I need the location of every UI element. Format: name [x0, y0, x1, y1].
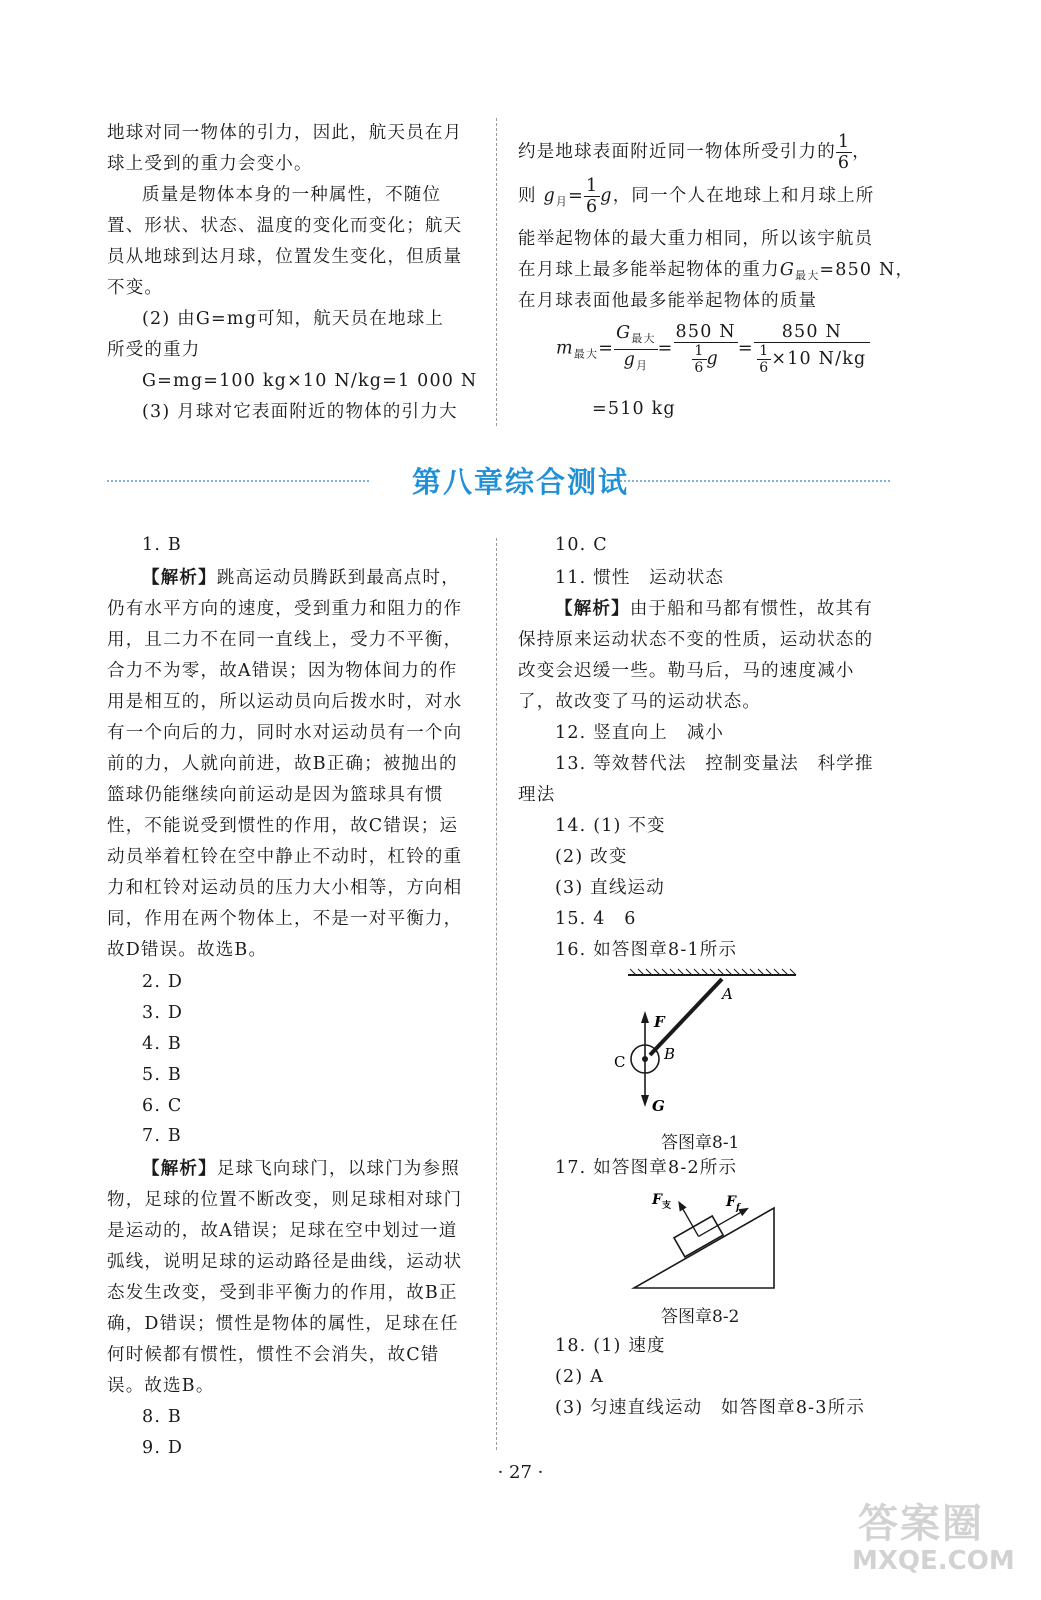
text-line: 动员举着杠铃在空中静止不动时，杠铃的重 [107, 847, 463, 867]
answer-item: 2. D [142, 972, 184, 992]
answer-item: (2) 改变 [555, 847, 628, 867]
arrow-down-icon [641, 1095, 649, 1107]
text-line: 所受的重力 [107, 340, 201, 360]
text-line: 员从地球到达月球，位置发生变化，但质量 [107, 247, 463, 267]
column-divider [496, 118, 497, 426]
text-line: 约是地球表面附近同一物体所受引力的 $\frac{1}{6}$ ， [518, 132, 871, 173]
arrow-up-icon [641, 1011, 649, 1023]
text-line: 误。故选B。 [107, 1376, 215, 1396]
text-line: 物，足球的位置不断改变，则足球相对球门 [107, 1190, 463, 1210]
watermark-logo: 答案圈 [858, 1501, 984, 1547]
figure-caption: 答图章8-1 [661, 1133, 740, 1153]
mass-formula: $m_{最大}=$ $\frac{G_{最大}}{g_月}$ = 850 N $\frac{1}{6}$ g = 850 N $\frac{1}{6}$ ×10 N/kg [556, 322, 870, 380]
text-line: 不变。 [107, 278, 164, 298]
heading-dotted-rule-right [620, 480, 890, 482]
answer-item: 1. B [142, 535, 182, 555]
label-C: C [614, 1053, 626, 1071]
answer-item: 16. 如答图章8-1所示 [555, 940, 738, 960]
text-line: 了，故改变了马的运动状态。 [518, 692, 762, 712]
section-title: 第八章综合测试 [411, 465, 629, 499]
answer-item: 12. 竖直向上 减小 [555, 723, 725, 743]
text-line: 确，D错误；惯性是物体的属性，足球在任 [107, 1314, 459, 1334]
text-line: 能举起物体的最大重力相同，所以该宇航员 [518, 229, 874, 249]
watermark-url: MXQE.COM [852, 1546, 1015, 1576]
answer-item: 11. 惯性 运动状态 [555, 568, 725, 588]
column-divider [496, 538, 497, 1450]
answer-item: 18. (1) 速度 [555, 1336, 666, 1356]
text-line: 何时候都有惯性，惯性不会消失，故C错 [107, 1345, 440, 1365]
text-line: 前的力，人就向前进，故B正确；被抛出的 [107, 754, 458, 774]
answer-item: (3) 直线运动 [555, 878, 665, 898]
formula-line: G=mg=100 kg×10 N/kg=1 000 N [142, 371, 478, 391]
text-line: 故D错误。故选B。 [107, 940, 268, 960]
text-line: 合力不为零，故A错误；因为物体间力的作 [107, 661, 458, 681]
label-F-friction: $F_f$ [726, 1194, 740, 1213]
answer-item: 7. B [142, 1126, 182, 1146]
answer-item: 9. D [142, 1438, 184, 1458]
figure-8-2 [628, 1184, 788, 1294]
label-G: G [652, 1097, 665, 1115]
text-line: (2) 由G=mg可知，航天员在地球上 [142, 309, 445, 329]
formula-line: 则 $g_月=$ $\frac{1}{6}$ g，同一个人在地球上和月球上所 [518, 176, 875, 217]
fraction-one-sixth: $\frac{1}{6}$ [837, 132, 851, 173]
figure-caption: 答图章8-2 [661, 1307, 740, 1327]
text-line: 质量是物体本身的一种属性，不随位 [142, 185, 442, 205]
answer-item: 10. C [555, 535, 608, 555]
text-line: 在月球上最多能举起物体的重力$G_{最大}=850$ N， [518, 260, 915, 282]
answer-item: 14. (1) 不变 [555, 816, 666, 836]
answer-item: 17. 如答图章8-2所示 [555, 1158, 738, 1178]
answer-item: 6. C [142, 1096, 183, 1116]
text-line: 用，且二力不在同一直线上，受力不平衡， [107, 630, 463, 650]
analysis-line: 【解析】由于船和马都有惯性，故其有 [555, 599, 873, 619]
label-F: F [654, 1013, 665, 1031]
text-line: 是运动的，故A错误；足球在空中划过一道 [107, 1221, 458, 1241]
text-line: 态发生改变，受到非平衡力的作用，故B正 [107, 1283, 458, 1303]
page-number: · 27 · [497, 1462, 544, 1483]
text-line: 在月球表面他最多能举起物体的质量 [518, 291, 818, 311]
figure-8-1 [600, 965, 810, 1125]
formula-result: =510 kg [592, 399, 676, 419]
text-line: (3) 月球对它表面附近的物体的引力大 [142, 402, 458, 422]
text-line: 篮球仍能继续向前运动是因为篮球具有惯 [107, 785, 444, 805]
text-line: 性，不能说受到惯性的作用，故C错误；运 [107, 816, 459, 836]
text-line: 仍有水平方向的速度，受到重力和阻力的作 [107, 599, 463, 619]
text-line: 改变会迟缓一些。勒马后，马的速度减小 [518, 661, 855, 681]
text-line: 用是相互的，所以运动员向后拨水时，对水 [107, 692, 463, 712]
analysis-line: 【解析】足球飞向球门，以球门为参照 [142, 1159, 460, 1179]
text-line: 力和杠铃对运动员的压力大小相等，方向相 [107, 878, 463, 898]
text-line: 弧线，说明足球的运动路径是曲线，运动状 [107, 1252, 463, 1272]
text-line: 理法 [518, 785, 556, 805]
answer-item: 4. B [142, 1034, 182, 1054]
label-F-support: $F_支$ [652, 1192, 671, 1211]
label-B: B [664, 1045, 676, 1063]
answer-item: 3. D [142, 1003, 184, 1023]
answer-item: 8. B [142, 1407, 182, 1427]
answer-item: 15. 4 6 [555, 909, 637, 929]
text-line: 球上受到的重力会变小。 [107, 154, 313, 174]
text-line: 地球对同一物体的引力，因此，航天员在月 [107, 123, 463, 143]
analysis-line: 【解析】跳高运动员腾跃到最高点时， [142, 568, 460, 588]
text-line: 有一个向后的力，同时水对运动员有一个向 [107, 723, 463, 743]
answer-item: 13. 等效替代法 控制变量法 科学推 [555, 754, 874, 774]
text-line: 保持原来运动状态不变的性质，运动状态的 [518, 630, 874, 650]
text-line: 同，作用在两个物体上，不是一对平衡力， [107, 909, 463, 929]
answer-item: 5. B [142, 1065, 182, 1085]
answer-item: (2) A [555, 1367, 604, 1387]
label-A: A [722, 985, 733, 1003]
answer-item: (3) 匀速直线运动 如答图章8-3所示 [555, 1398, 866, 1418]
text-line: 置、形状、状态、温度的变化而变化；航天 [107, 216, 463, 236]
